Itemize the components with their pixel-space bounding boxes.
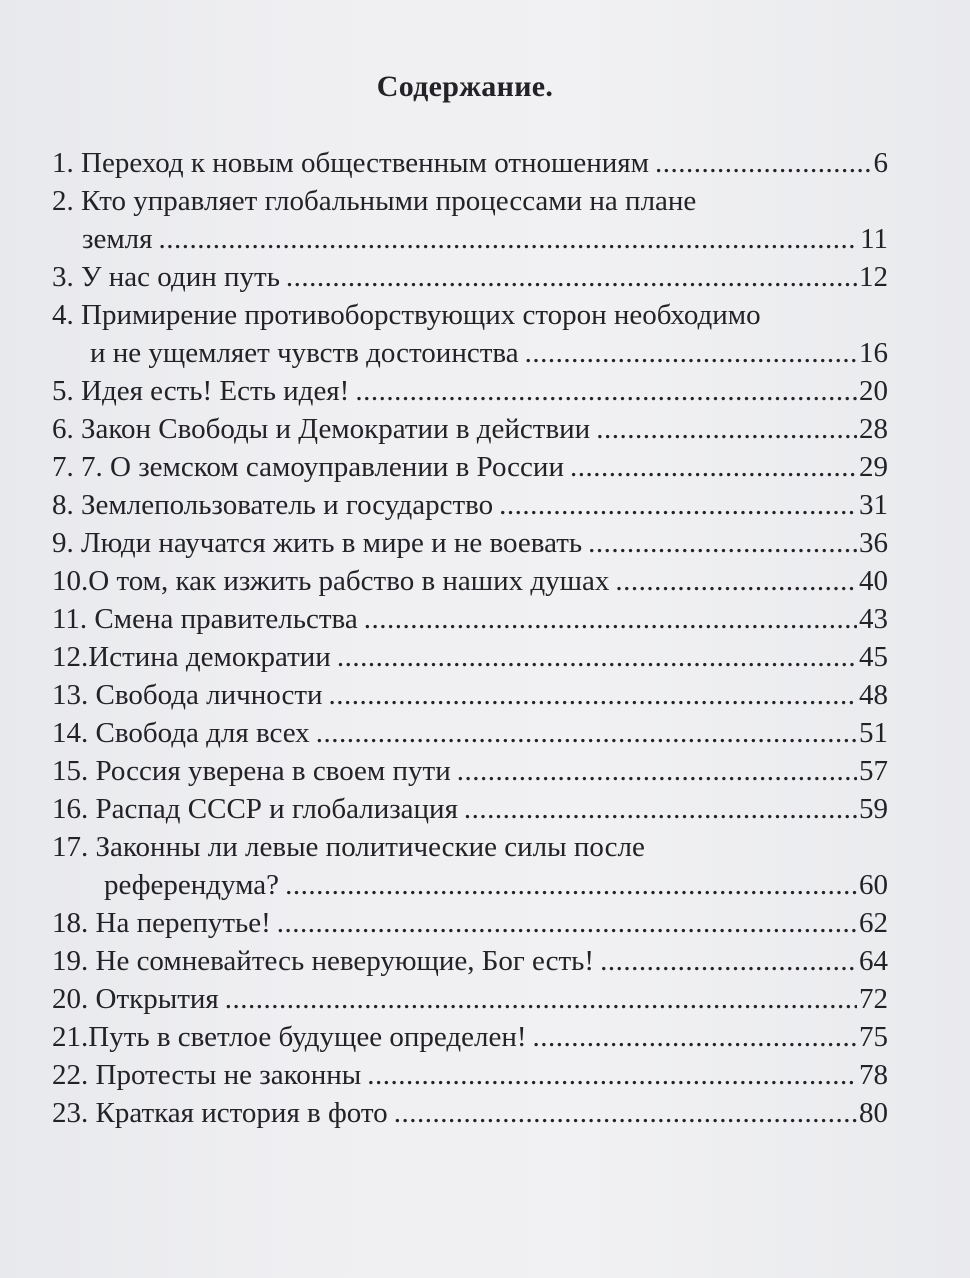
toc-page-number: 11	[860, 223, 888, 255]
toc-entry-label: 19. Не сомневайтесь неверующие, Бог есть!	[52, 945, 595, 977]
toc-entry-12	[52, 638, 888, 676]
toc-entry-label: 15. Россия уверена в своем пути	[52, 755, 451, 787]
toc-entry-5	[52, 372, 888, 410]
toc-entry-19	[52, 942, 888, 980]
toc-entry-11	[52, 600, 888, 638]
toc-leader-dots	[337, 638, 857, 676]
toc-entry-7	[52, 448, 888, 486]
toc-entry-9	[52, 524, 888, 562]
toc-entry-label: 14. Свобода для всех	[52, 717, 310, 749]
toc-page-number: 75	[859, 1021, 888, 1053]
toc-entry-label: 6. Закон Свободы и Демократии в действии	[52, 413, 591, 445]
toc-entry-label: 11. Смена правительства	[52, 603, 358, 635]
toc-entry-label: 22. Протесты не законны	[52, 1059, 362, 1091]
toc-leader-dots	[364, 600, 857, 638]
toc-entry-23	[52, 1094, 888, 1132]
toc-entry-label: 23. Краткая история в фото	[52, 1097, 388, 1129]
toc-leader-dots	[596, 410, 857, 448]
toc-page-number: 29	[859, 451, 888, 483]
toc-entry-label: 5. Идея есть! Есть идея!	[52, 375, 350, 407]
toc-entry-14	[52, 714, 888, 752]
toc-leader-dots	[570, 448, 857, 486]
toc-entry-18	[52, 904, 888, 942]
toc-entry-label: 18. На перепутье!	[52, 907, 271, 939]
toc-entry-label: 7. 7. О земском самоуправлении в России	[52, 451, 564, 483]
toc-entry-label-line-2: референдума?	[104, 869, 280, 901]
toc-entry-15	[52, 752, 888, 790]
toc-page-number: 60	[859, 869, 888, 901]
toc-leader-dots	[499, 486, 857, 524]
toc-page-number: 62	[859, 907, 888, 939]
toc-page-number: 6	[873, 147, 888, 179]
toc-page-number: 28	[859, 413, 888, 445]
toc-entry-13	[52, 676, 888, 714]
toc-page-number: 12	[859, 261, 888, 293]
toc-entry-label: 12.Истина демократии	[52, 641, 331, 673]
page-title: Содержание.	[376, 70, 554, 103]
toc-page-number: 57	[859, 755, 888, 787]
toc-entry-20	[52, 980, 888, 1018]
toc-entry-label: 3. У нас один путь	[52, 261, 280, 293]
toc-page-number: 51	[859, 717, 888, 749]
toc-entry-label: 1. Переход к новым общественным отношениям	[52, 147, 649, 179]
toc-page-number: 48	[859, 679, 888, 711]
toc-leader-dots	[225, 980, 857, 1018]
toc-entry-17	[52, 828, 888, 904]
toc-entry-2	[52, 182, 888, 258]
toc-entry-4	[52, 296, 888, 372]
toc-page-number: 36	[859, 527, 888, 559]
toc-page-number: 72	[859, 983, 888, 1015]
toc-entry-16	[52, 790, 888, 828]
toc-page-number: 43	[859, 603, 888, 635]
toc-leader-dots	[655, 144, 872, 182]
toc-page-number: 20	[859, 375, 888, 407]
toc-entry-1	[52, 144, 888, 182]
toc-entry-label-line-1: 4. Примирение противоборствующих сторон необходимо	[52, 299, 761, 331]
toc-page-number: 64	[859, 945, 888, 977]
toc-entry-6	[52, 410, 888, 448]
toc-leader-dots	[525, 334, 857, 372]
toc-page-number: 45	[859, 641, 888, 673]
toc-leader-dots	[285, 866, 857, 904]
toc-entry-label: 20. Открытия	[52, 983, 219, 1015]
toc-leader-dots	[457, 752, 857, 790]
toc-entry-21	[52, 1018, 888, 1056]
table-of-contents	[52, 144, 888, 1132]
toc-page-number: 78	[859, 1059, 888, 1091]
toc-leader-dots	[588, 524, 857, 562]
toc-leader-dots	[329, 676, 857, 714]
toc-entry-label: 8. Землепользователь и государство	[52, 489, 494, 521]
toc-leader-dots	[159, 220, 859, 258]
toc-entry-8	[52, 486, 888, 524]
toc-leader-dots	[355, 372, 857, 410]
toc-entry-3	[52, 258, 888, 296]
toc-page-number: 59	[859, 793, 888, 825]
toc-page-number: 80	[859, 1097, 888, 1129]
toc-page-number: 31	[859, 489, 888, 521]
toc-leader-dots	[277, 904, 857, 942]
toc-leader-dots	[615, 562, 857, 600]
toc-leader-dots	[316, 714, 857, 752]
toc-entry-label-line-2: земля	[82, 223, 153, 255]
toc-entry-label-line-1: 2. Кто управляет глобальными процессами на плане	[52, 185, 697, 217]
toc-leader-dots	[464, 790, 857, 828]
toc-leader-dots	[286, 258, 857, 296]
toc-entry-label: 21.Путь в светлое будущее определен!	[52, 1021, 527, 1053]
toc-entry-10	[52, 562, 888, 600]
toc-leader-dots	[394, 1094, 857, 1132]
toc-page-number: 40	[859, 565, 888, 597]
toc-entry-label: 13. Свобода личности	[52, 679, 323, 711]
toc-leader-dots	[533, 1018, 857, 1056]
toc-entry-label-line-2: и не ущемляет чувств достоинства	[90, 337, 519, 369]
toc-page-number: 16	[859, 337, 888, 369]
toc-leader-dots	[600, 942, 857, 980]
toc-entry-label-line-1: 17. Законны ли левые политические силы после	[52, 831, 645, 863]
toc-leader-dots	[367, 1056, 857, 1094]
toc-entry-label: 16. Распад СССР и глобализация	[52, 793, 458, 825]
toc-entry-label: 9. Люди научатся жить в мире и не воевать	[52, 527, 583, 559]
toc-entry-22	[52, 1056, 888, 1094]
toc-entry-label: 10.О том, как изжить рабство в наших душах	[52, 565, 610, 597]
